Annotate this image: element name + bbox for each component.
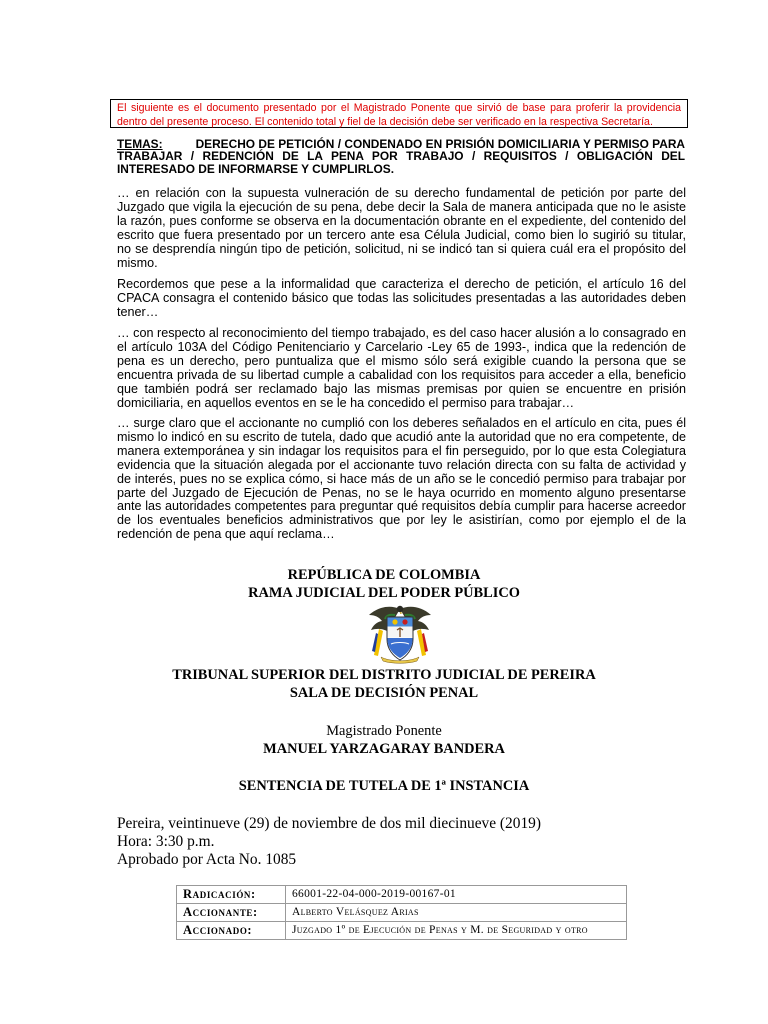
fecha-line: Pereira, veintinueve (29) de noviembre de dos mil diecinueve (2019) xyxy=(117,815,541,832)
accionado-value: Juzgado 1º de Ejecución de Penas y M. de Seguridad y otro xyxy=(286,922,627,940)
branch-title: RAMA JUDICIAL DEL PODER PÚBLICO xyxy=(248,585,520,601)
radicacion-label: Radicación: xyxy=(177,886,286,904)
temas-text: DERECHO DE PETICIÓN / CONDENADO EN PRISIÓN DOMICILIARIA Y PERMISO PARA TRABAJAR / REDENCIÓN DE LA PENA POR TRABAJO / REQUISITOS / OBLIGACIÓN DEL INTERESADO DE INFORMARSE Y CUMPLIRLOS. xyxy=(117,137,685,176)
sentencia-title: SENTENCIA DE TUTELA DE 1ª INSTANCIA xyxy=(238,778,530,794)
paragraph-1: … en relación con la supuesta vulneración de su derecho fundamental de petición por parte del Juzgado que vigila la ejecución de su pena, debe decir la Sala de manera anticipada que no le asiste la razón, pues conforme se observa en la documentación obrante en el expediente, del contenido del escrito que fuera presentado por un tercero ante esa Célula Judicial, como bien lo sugirió su titular, no se desprendía ningún tipo de petición, solicitud, ni se indicó tan si quiera cuál era el propósito del mismo. xyxy=(117,186,686,270)
sala-title: SALA DE DECISIÓN PENAL xyxy=(289,685,479,701)
paragraph-2: Recordemos que pese a la informalidad que caracteriza el derecho de petición, el artículo 16 del CPACA consagra el contenido básico que todas las solicitudes presentadas a las autoridades deben tener… xyxy=(117,277,686,319)
paragraph-4: … surge claro que el accionante no cumplió con los deberes señalados en el artículo en cita, pues él mismo lo indicó en su escrito de tutela, dado que acudió ante la autoridad que no era competente, de manera extemporánea y sin indagar los requisitos para el fin perseguido, por lo que esta Colegiatura evidencia que la situación alegada por el accionante tuvo relación directa con su falta de actividad y de interés, pues no se explica cómo, si hace más de un año se le concedió permiso para trabajar por parte del Juzgado de Ejecución de Penas, no se le haya ocurrido en momento alguno presentarse ante las autoridades competentes para preguntar qué requisitos debía cumplir para hacerse acreedor de los eventuales beneficios administrativos que por ley le asistirían, como por ejemplo el de la redención de pena que aquí reclama… xyxy=(117,416,686,542)
hora-line: Hora: 3:30 p.m. xyxy=(117,833,215,850)
ponente-label: Magistrado Ponente xyxy=(326,723,442,739)
temas-block xyxy=(117,138,685,175)
table-row xyxy=(177,886,627,904)
accionante-value: Alberto Velásquez Arias xyxy=(286,904,627,922)
table-row xyxy=(177,922,627,940)
country-title: REPÚBLICA DE COLOMBIA xyxy=(287,567,481,583)
tribunal-title: TRIBUNAL SUPERIOR DEL DISTRITO JUDICIAL DE PEREIRA xyxy=(172,667,596,683)
radicacion-value: 66001-22-04-000-2019-00167-01 xyxy=(286,886,627,904)
coat-of-arms-icon xyxy=(365,603,435,665)
verification-notice: El siguiente es el documento presentado por el Magistrado Ponente que sirvió de base para proferir la providencia dentro del presente proceso. El contenido total y fiel de la decisión debe ser verificado en la respectiva Secretaría. xyxy=(110,99,688,128)
case-info-table xyxy=(176,885,627,940)
table-row xyxy=(177,904,627,922)
accionante-label: Accionante: xyxy=(177,904,286,922)
ponente-name: MANUEL YARZAGARAY BANDERA xyxy=(263,741,505,757)
accionado-label: Accionado: xyxy=(177,922,286,940)
acta-line: Aprobado por Acta No. 1085 xyxy=(117,851,297,868)
paragraph-3: … con respecto al reconocimiento del tiempo trabajado, es del caso hacer alusión a lo consagrado en el artículo 103A del Código Penitenciario y Carcelario -Ley 65 de 1993-, indica que la redención de pena es un derecho, pero puntualiza que el mismo sólo será exigible cuando la persona que se encuentra privada de su libertad cumple a cabalidad con los requisitos para acceder a ella, beneficio que también podrá ser reclamado bajo las mismas premisas por quien se encuentre en prisión domiciliaria, en aquellos eventos en se le ha concedido el permiso para trabajar… xyxy=(117,326,686,410)
temas-label: TEMAS: xyxy=(117,137,163,151)
